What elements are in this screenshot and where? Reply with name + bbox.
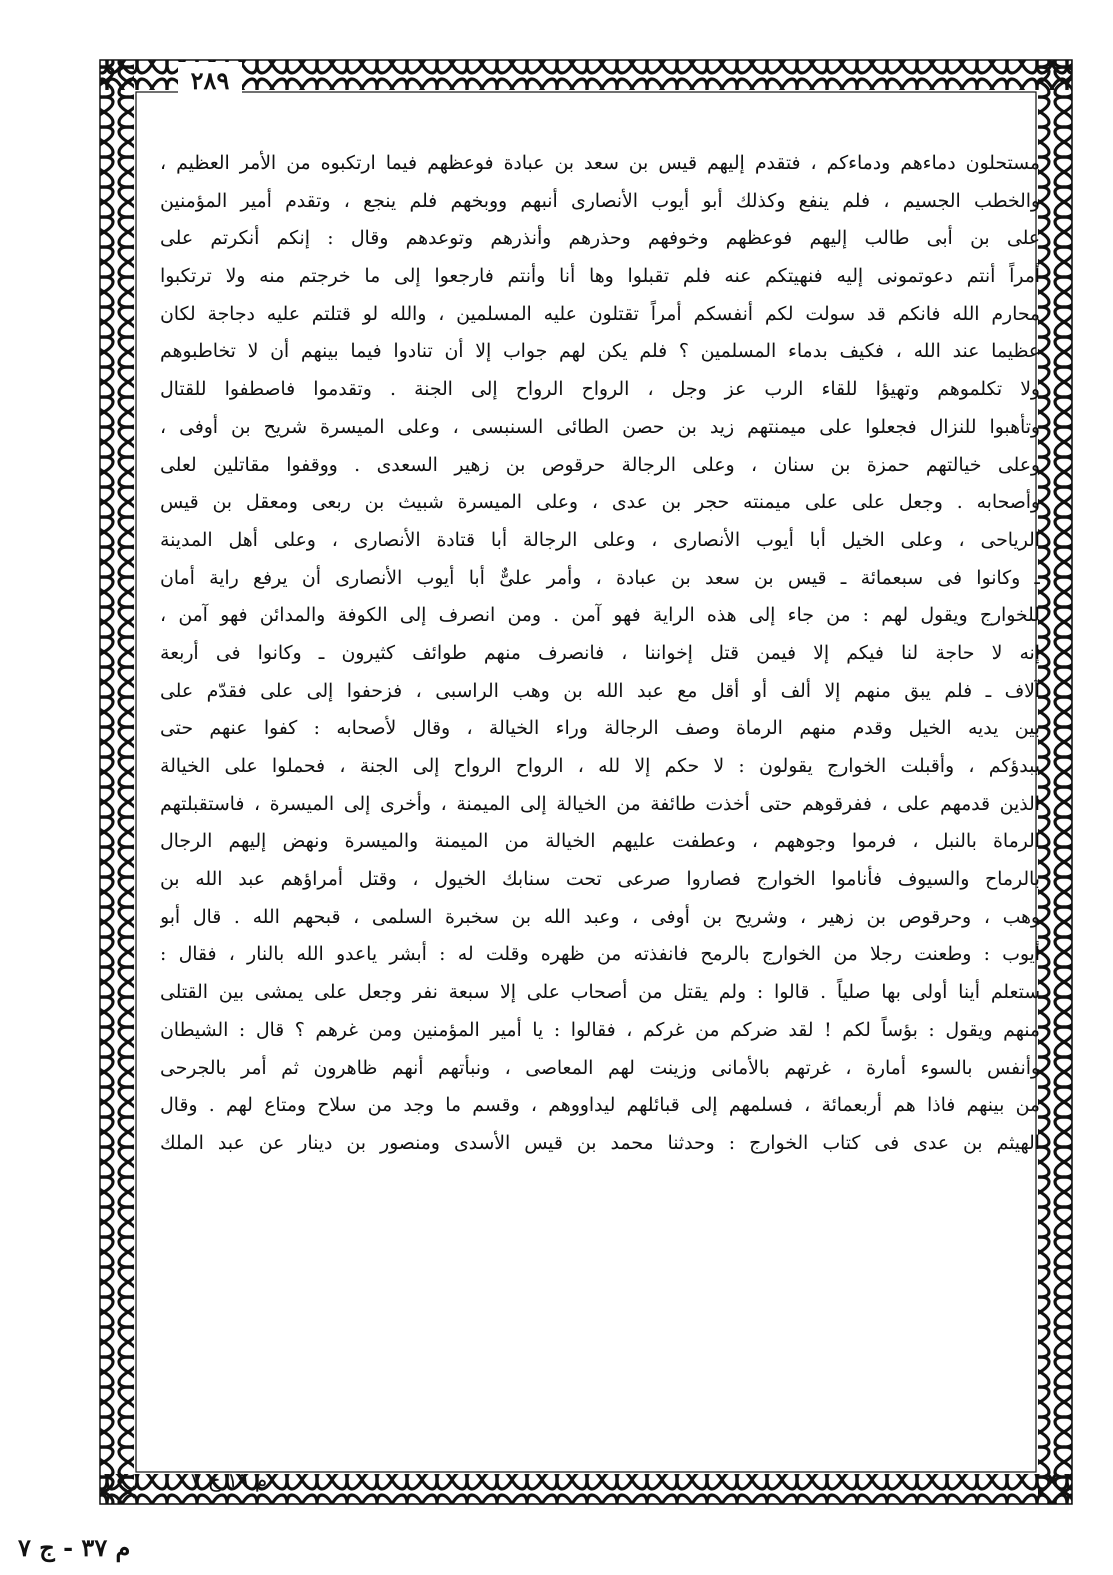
text-line: والخطب الجسيم ، فلم ينفع وكذلك أبو أيوب الأنصارى أنبهم ووبخهم فلم ينجع ، وتقدم أمير المؤمنين — [160, 190, 1040, 212]
text-line: على بن أبى طالب إليهم فوعظهم وخوفهم وحذرهم وأنذرهم وتوعدهم وقال : إنكم أنكرتم على — [160, 228, 1040, 250]
text-line: وهب ، وحرقوص بن زهير ، وشريح بن أوفى ، وعبد الله بن سخبرة السلمى ، قبحهم الله . قال أبو — [160, 906, 1040, 928]
text-line: إنه لا حاجة لنا فيكم إلا فيمن قتل إخواننا ، فانصرف منهم طوائف كثيرون ـ وكانوا فى أربعة — [160, 642, 1040, 664]
text-line: من بينهم فاذا هم أربعمائة ، فسلمهم إلى قبائلهم ليداووهم ، وقسم ما وجد من سلاح ومتاع لهم . وقال — [160, 1095, 1040, 1117]
text-line: بين يديه الخيل وقدم منهم الرماة وصف الرجالة وراء الخيالة ، وقال لأصحابه : كفوا عنهم حتى — [160, 718, 1040, 740]
text-line: ستعلم أينا أولى بها صلياً . قالوا : ولم يقتل من أصحاب على إلا سبعة نفر وجعل على يمشى بين القتلى — [160, 982, 1040, 1004]
page-body — [160, 145, 1040, 1480]
page-number: ٢٨٩ — [178, 62, 242, 100]
text-line: محارم الله فانكم قد سولت لكم أنفسكم أمراً تقتلون عليه المسلمين ، والله لو قتلتم عليه دجاجة لكان — [160, 303, 1040, 325]
text-line: وعلى خيالتهم حمزة بن سنان ، وعلى الرجالة حرقوص بن زهير السعدى . ووقفوا مقاتلين لعلى — [160, 454, 1040, 476]
text-line: منهم ويقول : بؤساً لكم ! لقد ضركم من غركم ، فقالوا : يا أمير المؤمنين ومن غرهم ؟ قال : الشيطان — [160, 1019, 1040, 1041]
text-line: للخوارج ويقول لهم : من جاء إلى هذه الراية فهو آمن . ومن انصرف إلى الكوفة والمدائن فهو آمن ، — [160, 605, 1040, 627]
text-line: يبدؤكم ، وأقبلت الخوارج يقولون : لا حكم إلا لله ، الرواح الرواح إلى الجنة ، فحملوا على الخيالة — [160, 756, 1040, 777]
text-line: وأصحابه . وجعل على على ميمنته حجر بن عدى ، وعلى الميسرة شبيث بن ربعى ومعقل بن قيس — [160, 492, 1040, 514]
text-line: الهيثم بن عدى فى كتاب الخوارج : وحدثنا محمد بن قيس الأسدى ومنصور بن دينار عن عبد الملك — [160, 1132, 1040, 1154]
text-line: آلاف ـ فلم يبق منهم إلا ألف أو أقل مع عبد الله بن وهب الراسبى ، فزحفوا إلى على فقدّم على — [160, 680, 1040, 702]
text-line: بالرماح والسيوف فأناموا الخوارج فصاروا صرعى تحت سنابك الخيول ، وقتل أمراؤهم عبد الله بن — [160, 869, 1040, 891]
printer-signature: م ١٩ ج ٧ — [190, 1468, 268, 1492]
text-line: مستحلون دماءهم ودماءكم ، فتقدم إليهم قيس بن سعد بن عبادة فوعظهم فيما ارتكبوه من الأمر العظيم ، — [160, 153, 1040, 174]
text-line: الذين قدمهم على ، ففرقوهم حتى أخذت طائفة من الخيالة إلى الميمنة ، وأخرى إلى الميسرة ، فاستقبلتهم — [160, 793, 1040, 815]
text-line: الرياحى ، وعلى الخيل أبا أيوب الأنصارى ، وعلى الرجالة أبا قتادة الأنصارى ، وعلى أهل المدينة — [160, 529, 1040, 551]
text-line: الرماة بالنبل ، فرموا وجوههم ، وعطفت عليهم الخيالة من الميمنة والميسرة ونهض إليهم الرجال — [160, 831, 1040, 853]
text-line: ولا تكلموهم وتهيؤا للقاء الرب عز وجل ، الرواح الرواح إلى الجنة . وتقدموا فاصطفوا للقتال — [160, 379, 1040, 401]
text-line: أيوب : وطعنت رجلا من الخوارج بالرمح فانفذته من ظهره وقلت له : أبشر ياعدو الله بالنار ، فقال : — [160, 944, 1040, 966]
text-line: ـ وكانوا فى سبعمائة ـ قيس بن سعد بن عبادة ، وأمر علىٌّ أبا أيوب الأنصارى أن يرفع راية أمان — [160, 567, 1040, 589]
text-line: وتأهبوا للنزال فجعلوا على ميمنتهم زيد بن حصن الطائى السنبسى ، وعلى الميسرة شريح بن أوفى ، — [160, 416, 1040, 438]
text-line: عظيما عند الله ، فكيف بدماء المسلمين ؟ فلم يكن لهم جواب إلا أن تنادوا فيما بينهم أن لا تخاطبوهم — [160, 341, 1040, 363]
text-line: أمراً أنتم دعوتمونى إليه فنهيتكم عنه فلم تقبلوا وها أنا وأنتم فارجعوا إلى ما خرجتم منه ولا ترتكبوا — [160, 266, 1040, 288]
volume-signature: م ٣٧ - ج ٧ — [18, 1533, 131, 1562]
text-line: وأنفس بالسوء أمارة ، غرتهم بالأمانى وزينت لهم المعاصى ، ونبأتهم أنهم ظاهرون ثم أمر بالجرحى — [160, 1057, 1040, 1079]
